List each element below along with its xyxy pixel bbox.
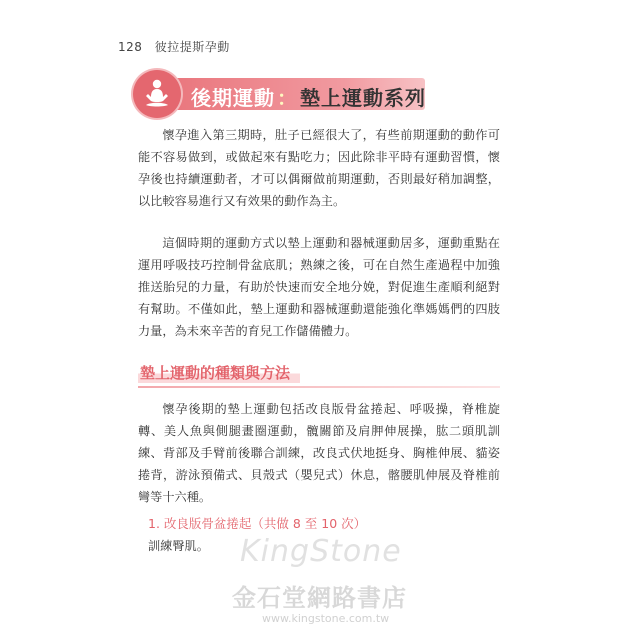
section-heading-label: 墊上運動的種類與方法 — [138, 362, 300, 383]
banner-title — [191, 82, 426, 111]
meditation-figure-icon — [142, 78, 172, 110]
watermark-brand-en: KingStone — [240, 534, 402, 569]
section-paragraph: 懷孕後期的墊上運動包括改良版骨盆捲起、呼吸操，脊椎旋轉、美人魚與側腿畫圈運動，髖關節及肩胛伸展操，肱二頭肌訓練、背部及手臂前後聯合訓練，改良式伏地挺身、胸椎伸展、貓姿捲背，游泳預備式、貝殼式（嬰兒式）休息，髂腰肌伸展及脊椎前彎等十六種。 — [138, 402, 500, 504]
banner-title-sub: 墊上運動系列 — [300, 86, 426, 110]
chapter-banner — [133, 70, 433, 118]
body-paragraph-2: 這個時期的運動方式以墊上運動和器械運動居多，運動重點在運用呼吸技巧控制骨盆底肌；熟練之後，可在自然生產過程中加強推送胎兒的力量，有助於快速而安全地分娩，對促進生產順利絕對有幫助。不僅如此，墊上運動和器械運動還能強化準媽媽們的四肢力量，為未來辛苦的育兒工作儲備體力。 — [138, 236, 500, 338]
running-head — [118, 38, 230, 55]
banner-title-main: 後期運動 — [191, 86, 275, 110]
section-heading — [138, 358, 500, 388]
exercise-item-body: 訓練臀肌。 — [148, 539, 209, 553]
banner-icon-badge — [133, 70, 181, 118]
watermark — [232, 532, 432, 632]
exercise-item-heading: 1. 改良版骨盆捲起（共做 8 至 10 次） — [148, 516, 367, 531]
banner-title-colon: ： — [277, 86, 298, 110]
book-title: 彼拉提斯孕動 — [154, 40, 230, 54]
watermark-brand-zh: 金石堂網路書店 — [232, 583, 407, 612]
page-number: 128 — [118, 40, 143, 54]
watermark-url: www.kingstone.com.tw — [262, 612, 390, 625]
section-heading-rule — [138, 386, 500, 388]
body-paragraph-1: 懷孕進入第三期時，肚子已經很大了，有些前期運動的動作可能不容易做到，或做起來有點吃力；因此除非平時有運動習慣，懷孕後也持續運動者，才可以偶爾做前期運動，否則最好稍加調整，以比較容易進行又有效果的動作為主。 — [138, 128, 500, 208]
